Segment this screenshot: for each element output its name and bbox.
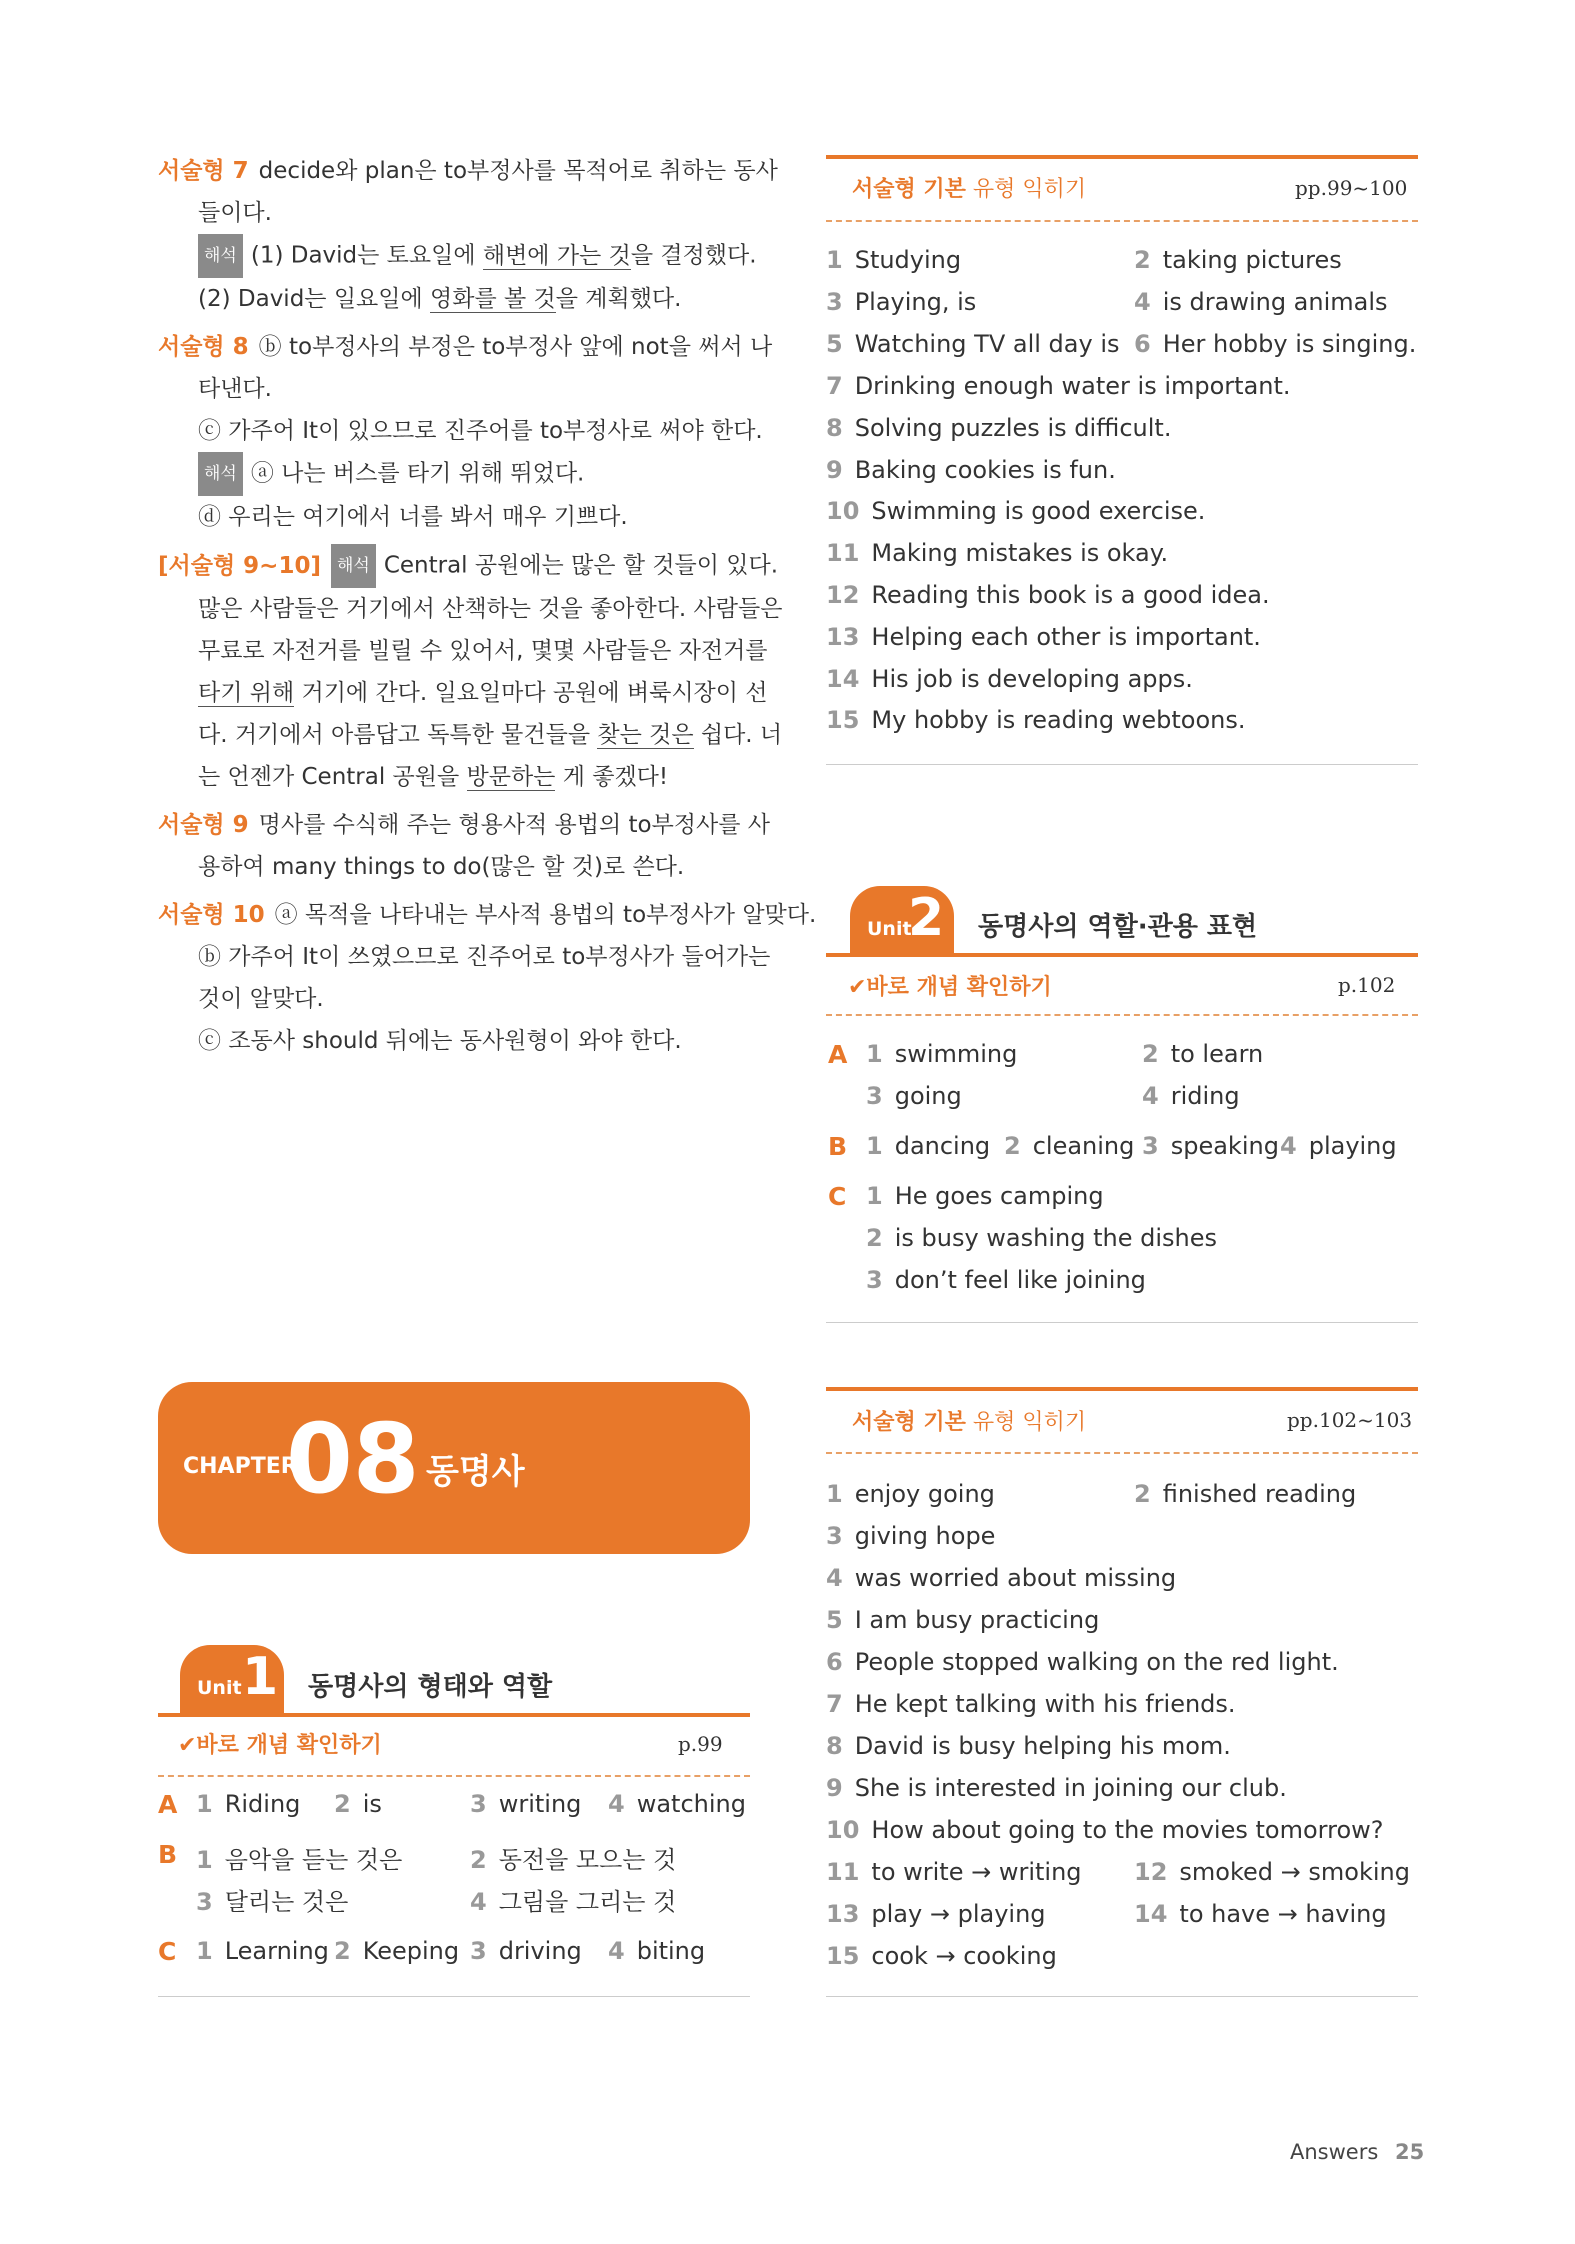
answer-text: is drawing animals	[1162, 288, 1388, 316]
answer-text: Swimming is good exercise.	[871, 497, 1206, 526]
answer-item	[866, 1224, 1217, 1252]
answer-number: 4	[1280, 1132, 1297, 1160]
p10-text4: ⓒ 조동사 should 뒤에는 동사원형이 와야 한다.	[198, 1028, 682, 1054]
answer-number: 3	[826, 1522, 843, 1550]
answer-text: Studying	[854, 246, 962, 274]
chapter-title: 동명사	[426, 1452, 525, 1492]
answer-text: Learning	[224, 1937, 329, 1965]
answer-number: 10	[826, 497, 860, 526]
answer-number: 14	[1134, 1900, 1168, 1928]
answer-number: 1	[866, 1132, 883, 1160]
answer-text: I am busy practicing	[854, 1606, 1100, 1634]
answer-number: 4	[826, 1564, 843, 1592]
p7-text1: decide와 plan은 to부정사를 목적어로 취하는 동사	[258, 158, 778, 184]
answer-item	[1134, 1480, 1356, 1508]
answer-text: He kept talking with his friends.	[854, 1690, 1236, 1718]
answer-number: 2	[334, 1790, 351, 1818]
answer-item	[1134, 246, 1342, 274]
unit1-title: 동명사의 형태와 역할	[308, 1672, 553, 1702]
basic2-title-a: 서술형 기본	[852, 1410, 966, 1435]
label-p910: [서술형 9~10]	[158, 552, 321, 579]
answer-item	[826, 1648, 1339, 1676]
answer-item	[608, 1937, 705, 1965]
divider	[826, 1996, 1418, 1997]
answer-number: 12	[1134, 1858, 1168, 1886]
p10-text1: ⓐ 목적을 나타내는 부사적 용법의 to부정사가 알맞다.	[274, 902, 817, 928]
unit2-title: 동명사의 역할·관용 표현	[978, 912, 1258, 942]
answer-text: swimming	[894, 1040, 1018, 1068]
unit2-check-header: ✔바로 개념 확인하기	[848, 975, 1052, 1000]
answer-text: riding	[1170, 1082, 1240, 1110]
divider	[158, 1775, 750, 1777]
answer-text: Baking cookies is fun.	[854, 455, 1116, 484]
answer-item	[826, 1774, 1287, 1802]
answer-text: dancing	[894, 1132, 991, 1160]
answer-text: was worried about missing	[854, 1564, 1177, 1592]
answer-item	[826, 330, 1120, 358]
answer-item	[826, 1816, 1384, 1844]
p7-t3a: (1) David는 토요일에	[250, 242, 483, 269]
p8-text2: 타낸다.	[198, 376, 272, 402]
answer-item	[470, 1840, 676, 1875]
divider	[158, 1996, 750, 1997]
answer-item	[826, 1480, 995, 1508]
answer-number: 6	[826, 1648, 843, 1676]
answer-number: 10	[826, 1816, 860, 1844]
label-p7: 서술형 7	[158, 158, 249, 184]
answer-number: 9	[826, 1774, 843, 1802]
answer-item	[470, 1790, 581, 1818]
section-label: B	[158, 1840, 178, 1869]
answer-item	[470, 1882, 676, 1917]
answer-item	[866, 1266, 1146, 1294]
answer-number: 7	[826, 372, 843, 400]
answer-item	[826, 1690, 1236, 1718]
answer-item	[866, 1040, 1017, 1068]
answer-text: watching	[636, 1790, 746, 1818]
p7-t3b: 을 결정했다.	[630, 242, 757, 269]
label-p8: 서술형 8	[158, 334, 249, 360]
explanations-block	[158, 150, 817, 1062]
p10-text2: ⓑ 가주어 It이 쓰였으므로 진주어로 to부정사가 들어가는	[198, 944, 771, 970]
answer-item	[826, 1942, 1057, 1970]
answer-item	[196, 1882, 348, 1917]
divider	[826, 764, 1418, 765]
answer-item	[334, 1937, 459, 1965]
answer-number: 13	[826, 1900, 860, 1928]
answer-item	[196, 1937, 329, 1965]
answer-text: People stopped walking on the red light.	[854, 1648, 1339, 1676]
answer-item	[866, 1082, 962, 1110]
answer-item	[826, 665, 1193, 693]
answer-item	[1134, 288, 1388, 316]
answer-item	[826, 623, 1261, 651]
answer-item	[826, 456, 1116, 484]
answer-number: 2	[1134, 246, 1151, 274]
answer-number: 1	[196, 1846, 213, 1874]
divider	[826, 1387, 1418, 1391]
p910-l1: Central 공원에는 많은 할 것들이 있다.	[383, 552, 779, 579]
p7-t3u: 해변에 가는 것	[482, 242, 631, 269]
answer-item	[826, 581, 1270, 609]
answer-number: 6	[1134, 330, 1151, 358]
answer-number: 15	[826, 1942, 860, 1970]
answer-text: going	[894, 1082, 962, 1110]
section-label: A	[158, 1790, 178, 1819]
divider	[826, 1452, 1418, 1454]
p910-l6a: 는 언젠가 Central 공원을	[198, 764, 467, 790]
answer-number: 2	[1134, 1480, 1151, 1508]
unit1-check-header: ✔바로 개념 확인하기	[178, 1733, 382, 1758]
divider	[826, 1322, 1418, 1323]
divider	[826, 1014, 1418, 1016]
answer-text: cook → cooking	[871, 1942, 1057, 1970]
answer-text: writing	[498, 1790, 582, 1818]
divider	[826, 953, 1418, 957]
answer-number: 3	[470, 1790, 487, 1818]
answer-text: Reading this book is a good idea.	[871, 581, 1270, 609]
p7-t4b: 을 계획했다.	[555, 286, 682, 312]
answer-number: 12	[826, 581, 860, 609]
label-p9: 서술형 9	[158, 812, 249, 838]
answer-item	[826, 1564, 1176, 1592]
unit-word: Unit	[867, 918, 912, 940]
answer-item	[826, 539, 1168, 567]
answer-item	[334, 1790, 382, 1818]
section-label: A	[828, 1040, 848, 1069]
answer-text: 달리는 것은	[224, 1888, 349, 1916]
answer-text: David is busy helping his mom.	[854, 1732, 1231, 1760]
answer-text: 음악을 듣는 것은	[224, 1846, 403, 1874]
answer-number: 15	[826, 706, 860, 735]
answer-item	[826, 1732, 1231, 1760]
page-number: 25	[1394, 2140, 1425, 2164]
p9-text2: 용하여 many things to do(많은 할 것)로 쓴다.	[198, 854, 685, 880]
answer-item	[866, 1132, 990, 1160]
basic1-title-b: 유형 익히기	[965, 177, 1087, 202]
p8-text3: ⓒ 가주어 It이 있으므로 진주어를 to부정사로 써야 한다.	[198, 418, 763, 444]
chapter-word: CHAPTER	[183, 1454, 298, 1479]
section-label: C	[158, 1937, 177, 1966]
p7-text2: 들이다.	[198, 200, 272, 226]
answer-number: 4	[608, 1937, 625, 1965]
answer-number: 8	[826, 413, 843, 442]
answer-text: Solving puzzles is difficult.	[854, 413, 1172, 442]
answer-text: enjoy going	[854, 1480, 995, 1508]
answer-item	[826, 288, 976, 316]
answer-number: 1	[826, 1480, 843, 1508]
answer-item	[1004, 1132, 1134, 1160]
answer-number: 7	[826, 1690, 843, 1718]
answer-number: 3	[1142, 1132, 1159, 1160]
p8-text4: ⓐ 나는 버스를 타기 위해 뛰었다.	[250, 460, 585, 487]
answer-number: 9	[826, 455, 843, 484]
p910-l6u: 방문하는	[466, 764, 556, 790]
footer-word: Answers	[1290, 2140, 1379, 2164]
answer-item	[826, 1606, 1099, 1634]
answer-item	[470, 1937, 582, 1965]
answer-text: Making mistakes is okay.	[871, 539, 1169, 568]
answer-number: 1	[866, 1040, 883, 1068]
tag-translation: 해석	[331, 544, 376, 588]
p910-l4u: 타기 위해	[198, 680, 295, 706]
basic2-title-b: 유형 익히기	[965, 1410, 1087, 1435]
unit2-page-ref: p.102	[1338, 973, 1396, 997]
answer-number: 11	[826, 1858, 860, 1886]
answer-text: cleaning	[1032, 1132, 1135, 1160]
basic2-header	[852, 1405, 1086, 1436]
answer-text: Helping each other is important.	[871, 622, 1261, 651]
answer-text: How about going to the movies tomorrow?	[871, 1816, 1384, 1844]
answer-text: His job is developing apps.	[871, 664, 1193, 693]
answer-item	[1134, 330, 1416, 358]
answer-number: 3	[196, 1888, 213, 1916]
answer-text: to have → having	[1179, 1900, 1387, 1928]
p8-text5: ⓓ 우리는 여기에서 너를 봐서 매우 기쁘다.	[198, 504, 628, 530]
answer-text: play → playing	[871, 1900, 1046, 1928]
answer-text: Watching TV all day is	[854, 330, 1120, 358]
answer-text: Riding	[224, 1790, 301, 1818]
answer-item	[1280, 1132, 1397, 1160]
answer-item	[1142, 1132, 1279, 1160]
p7-t4a: (2) David는 일요일에	[198, 286, 431, 312]
answer-item	[826, 246, 961, 274]
basic1-page-ref: pp.99~100	[1295, 176, 1408, 200]
answer-text: to write → writing	[871, 1858, 1082, 1886]
answer-number: 4	[470, 1888, 487, 1916]
divider	[826, 155, 1418, 159]
answer-number: 3	[826, 288, 843, 316]
basic1-title-a: 서술형 기본	[852, 177, 966, 202]
answer-text: to learn	[1170, 1040, 1264, 1068]
answer-text: My hobby is reading webtoons.	[871, 706, 1246, 735]
p910-l5a: 다. 거기에서 아름답고 독특한 물건들을	[198, 722, 598, 748]
answer-item	[826, 372, 1291, 400]
answer-number: 4	[1142, 1082, 1159, 1110]
answer-item	[826, 1858, 1082, 1886]
answer-number: 14	[826, 664, 860, 693]
answer-item	[826, 706, 1245, 734]
p910-l5u: 찾는 것은	[597, 722, 694, 748]
answer-item	[826, 414, 1171, 442]
answer-number: 3	[866, 1082, 883, 1110]
chapter-number: 08	[286, 1403, 420, 1515]
answer-number: 1	[196, 1790, 213, 1818]
answer-text: Drinking enough water is important.	[854, 372, 1291, 400]
answer-text: finished reading	[1162, 1480, 1357, 1508]
answer-item	[866, 1182, 1104, 1210]
answer-item	[608, 1790, 746, 1818]
footer	[1290, 2140, 1424, 2164]
answer-number: 11	[826, 539, 860, 568]
answer-item	[826, 497, 1205, 525]
answer-number: 13	[826, 622, 860, 651]
answer-number: 4	[608, 1790, 625, 1818]
answer-item	[826, 1900, 1046, 1928]
answer-number: 5	[826, 1606, 843, 1634]
answer-number: 8	[826, 1732, 843, 1760]
tag-translation: 해석	[198, 234, 243, 278]
basic2-page-ref: pp.102~103	[1287, 1408, 1413, 1432]
unit-word: Unit	[197, 1677, 242, 1699]
p910-l3: 무료로 자전거를 빌릴 수 있어서, 몇몇 사람들은 자전거를	[198, 638, 768, 664]
p910-l6b: 게 좋겠다!	[555, 764, 669, 790]
unit-number: 2	[908, 888, 945, 948]
p910-l5b: 쉽다. 너	[693, 722, 783, 748]
divider	[158, 1713, 750, 1717]
answer-text: 동전을 모으는 것	[498, 1846, 677, 1874]
answer-number: 2	[866, 1224, 883, 1252]
answer-item	[1142, 1082, 1240, 1110]
answer-text: biting	[636, 1937, 706, 1965]
answer-item	[1142, 1040, 1263, 1068]
answer-number: 1	[866, 1182, 883, 1210]
p910-l2: 많은 사람들은 거기에서 산책하는 것을 좋아한다. 사람들은	[198, 596, 783, 622]
answer-number: 2	[1004, 1132, 1021, 1160]
unit1-page-ref: p.99	[678, 1732, 723, 1756]
answer-number: 3	[470, 1937, 487, 1965]
answer-number: 5	[826, 330, 843, 358]
answer-text: She is interested in joining our club.	[854, 1774, 1287, 1802]
answer-number: 3	[866, 1266, 883, 1294]
answer-number: 1	[826, 246, 843, 274]
section-label: C	[828, 1182, 847, 1211]
answer-number: 2	[470, 1846, 487, 1874]
unit1-tab	[180, 1645, 284, 1715]
answer-text: 그림을 그리는 것	[498, 1888, 677, 1916]
answer-text: smoked → smoking	[1179, 1858, 1410, 1886]
basic1-header	[852, 172, 1086, 203]
answer-number: 1	[196, 1937, 213, 1965]
answer-text: is	[362, 1790, 382, 1818]
divider	[826, 220, 1418, 222]
answer-item	[1134, 1858, 1410, 1886]
answer-number: 4	[1134, 288, 1151, 316]
answer-item	[1134, 1900, 1387, 1928]
answer-item	[196, 1790, 300, 1818]
answer-number: 2	[334, 1937, 351, 1965]
tag-translation: 해석	[198, 452, 243, 496]
chapter-banner	[158, 1382, 750, 1554]
answer-text: speaking	[1170, 1132, 1279, 1160]
answer-text: He goes camping	[894, 1182, 1104, 1210]
answer-text: driving	[498, 1937, 582, 1965]
answer-text: taking pictures	[1162, 246, 1342, 274]
unit-number: 1	[242, 1647, 279, 1707]
p910-l4b: 거기에 간다. 일요일마다 공원에 벼룩시장이 선	[294, 680, 768, 706]
answer-text: playing	[1308, 1132, 1397, 1160]
label-p10: 서술형 10	[158, 902, 265, 928]
answer-text: Playing, is	[854, 288, 977, 316]
section-label: B	[828, 1132, 848, 1161]
answer-text: Keeping	[362, 1937, 460, 1965]
p9-text1: 명사를 수식해 주는 형용사적 용법의 to부정사를 사	[258, 812, 770, 838]
answer-text: don’t feel like joining	[894, 1266, 1146, 1294]
answer-item	[826, 1522, 995, 1550]
answer-number: 2	[1142, 1040, 1159, 1068]
answer-text: is busy washing the dishes	[894, 1224, 1217, 1252]
p10-text3: 것이 알맞다.	[198, 986, 324, 1012]
p7-t4u: 영화를 볼 것	[430, 286, 556, 312]
unit2-tab	[850, 886, 954, 956]
answer-text: Her hobby is singing.	[1162, 330, 1417, 358]
p8-text1: ⓑ to부정사의 부정은 to부정사 앞에 not을 써서 나	[258, 334, 773, 360]
answer-text: giving hope	[854, 1522, 996, 1550]
answer-item	[196, 1840, 402, 1875]
